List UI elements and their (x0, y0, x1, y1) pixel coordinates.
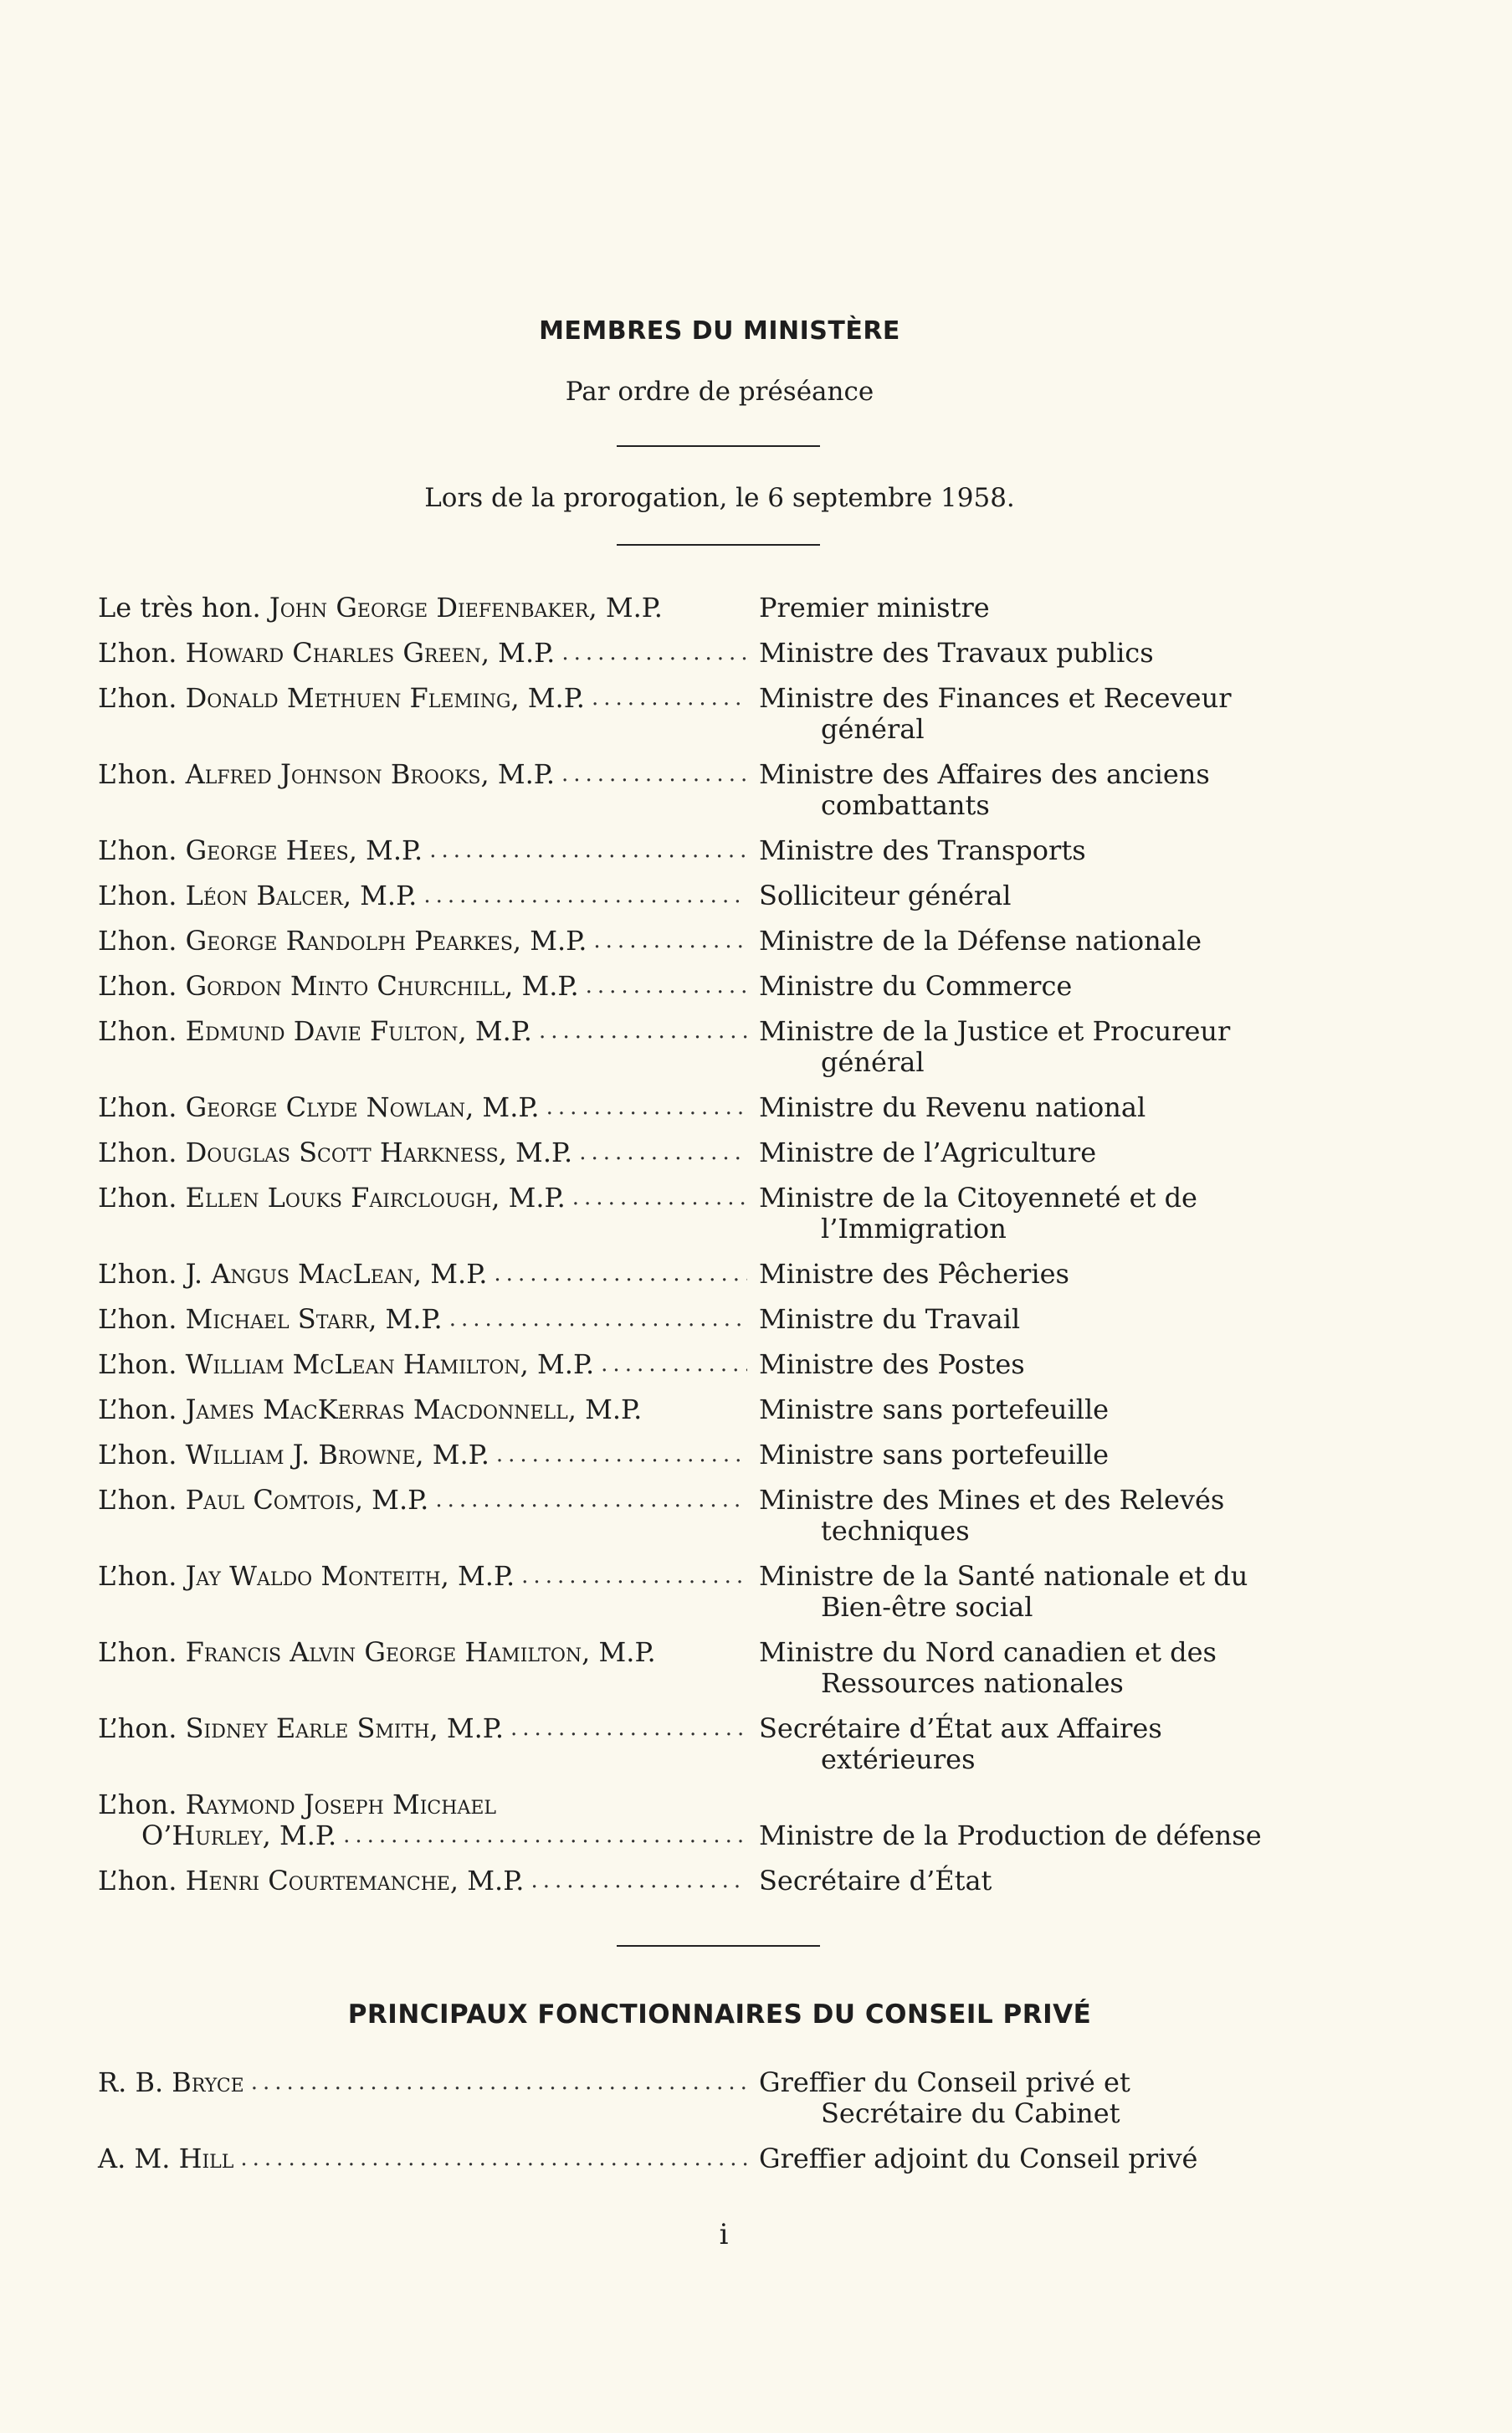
officer-role-continued: Secrétaire du Cabinet (821, 2097, 1120, 2129)
member-title: L’hon. (98, 1348, 186, 1380)
member-row (98, 1789, 1353, 1820)
member-name-text: Raymond Joseph Michael (185, 1789, 497, 1820)
member-role-continued: général (821, 713, 925, 745)
member-name-text: Léon Balcer, M.P. (185, 880, 418, 911)
member-title-name (98, 1561, 515, 1592)
member-name (98, 1259, 759, 1290)
member-title: L’hon. (98, 637, 186, 669)
member-role-text: Ministre de l’Agriculture (759, 1137, 1097, 1168)
member-title: Le très hon. (98, 592, 269, 624)
member-name (98, 1137, 759, 1168)
member-title-name (98, 1440, 489, 1471)
leader-dots (530, 1866, 747, 1897)
member-row (98, 683, 1353, 745)
member-title-name (98, 835, 423, 866)
member-role (759, 1713, 1353, 1775)
member-role-text: Solliciteur général (759, 880, 1012, 911)
member-title: L’hon. (98, 970, 186, 1002)
member-row (98, 971, 1353, 1002)
member-title: L’hon. (98, 1789, 186, 1820)
member-role-text: Ministre des Postes (759, 1348, 1025, 1380)
member-title-name (98, 1394, 642, 1425)
member-title-name (98, 638, 555, 669)
member-row (98, 1259, 1353, 1290)
member-row (98, 926, 1353, 957)
member-name-text: Howard Charles Green, M.P. (185, 637, 556, 669)
divider (617, 1945, 820, 1947)
member-title: L’hon. (98, 1636, 186, 1668)
officer-role (759, 2143, 1353, 2174)
member-row (98, 1713, 1353, 1775)
member-name (98, 1485, 759, 1516)
member-name (98, 638, 759, 669)
member-title-name (98, 971, 579, 1002)
leader-dots (539, 1016, 747, 1047)
officer-role (759, 2067, 1353, 2129)
member-role-text: Ministre du Nord canadien et des (759, 1636, 1217, 1668)
member-title: L’hon. (98, 925, 186, 957)
member-role (759, 1137, 1353, 1168)
member-title-name (98, 1485, 428, 1516)
member-role (759, 683, 1353, 745)
member-title: L’hon. (98, 1865, 186, 1897)
member-role-text: Ministre du Travail (759, 1303, 1021, 1335)
member-name (98, 1183, 759, 1214)
member-name (98, 926, 759, 957)
member-title-name (98, 1259, 487, 1290)
member-role (759, 1561, 1353, 1623)
member-role (759, 1637, 1353, 1699)
leader-dots (251, 2067, 747, 2098)
leader-dots (572, 1183, 747, 1214)
member-name-text: Francis Alvin George Hamilton, M.P. (185, 1636, 656, 1668)
member-name (98, 759, 759, 790)
member-name-text: William J. Browne, M.P. (185, 1439, 489, 1471)
leader-dots (423, 880, 747, 911)
member-role-continued: Bien-être social (821, 1591, 1033, 1623)
officer-name-text: A. M. Hill (98, 2143, 234, 2174)
member-row (98, 1637, 1353, 1699)
member-role (759, 971, 1353, 1002)
member-name-text: Edmund Davie Fulton, M.P. (185, 1015, 532, 1047)
officer-name-text: R. B. Bryce (98, 2066, 244, 2098)
member-role-text: Ministre des Mines et des Relevés (759, 1484, 1225, 1516)
member-title-name (98, 1349, 594, 1380)
member-role-text: Ministre sans portefeuille (759, 1394, 1110, 1425)
member-name-text: Gordon Minto Churchill, M.P. (185, 970, 579, 1002)
leader-dots (546, 1092, 747, 1123)
member-title: L’hon. (98, 1258, 186, 1290)
member-row (98, 1866, 1353, 1897)
member-name-text: J. Angus MacLean, M.P. (185, 1258, 488, 1290)
member-name (98, 1016, 759, 1047)
member-role (759, 1259, 1353, 1290)
leader-dots (510, 1713, 747, 1744)
member-name-text: John George Diefenbaker, M.P. (269, 592, 663, 624)
member-name-text: Douglas Scott Harkness, M.P. (185, 1137, 573, 1168)
member-name-text: Donald Methuen Fleming, M.P. (185, 682, 585, 714)
member-name (98, 1866, 759, 1897)
member-name-text: Ellen Louks Fairclough, M.P. (185, 1182, 566, 1214)
member-title-name (98, 683, 585, 714)
leader-dots (449, 1304, 747, 1335)
member-role (759, 1349, 1353, 1380)
leader-dots (343, 1820, 747, 1851)
member-title-name (98, 1137, 572, 1168)
member-role-text: Ministre de la Citoyenneté et de (759, 1182, 1197, 1214)
member-row (98, 880, 1353, 911)
member-role (759, 1304, 1353, 1335)
member-title: L’hon. (98, 1560, 186, 1592)
member-row (98, 1394, 1353, 1425)
member-title-name (98, 1713, 504, 1744)
member-title-name (98, 880, 417, 911)
date-line: Lors de la prorogation, le 6 septembre 1958. (424, 483, 1015, 513)
member-role (759, 880, 1353, 911)
member-row (98, 759, 1353, 821)
member-row (98, 1137, 1353, 1168)
leader-dots (593, 926, 747, 957)
member-role (759, 1440, 1353, 1471)
member-role-text: Ministre sans portefeuille (759, 1439, 1110, 1471)
member-role (759, 1485, 1353, 1547)
member-role (759, 638, 1353, 669)
page-number: i (719, 2218, 729, 2251)
leader-dots (561, 759, 747, 790)
member-name (98, 1713, 759, 1744)
member-title-name (98, 1304, 443, 1335)
member-role-text: Ministre de la Santé nationale et du (759, 1560, 1248, 1592)
member-role (759, 1866, 1353, 1897)
member-role (759, 1016, 1353, 1078)
member-title-name (98, 593, 663, 624)
member-row (98, 1016, 1353, 1078)
officer-row (98, 2143, 1353, 2174)
divider (617, 544, 820, 546)
member-title: L’hon. (98, 1015, 186, 1047)
divider (617, 445, 820, 447)
leader-dots (521, 1561, 747, 1592)
member-title-name (98, 926, 587, 957)
member-role (759, 835, 1353, 866)
member-name (98, 683, 759, 714)
leader-dots (561, 638, 747, 669)
officer-role-text: Greffier du Conseil privé et (759, 2066, 1130, 2098)
member-role-text: Ministre des Affaires des anciens (759, 758, 1210, 790)
member-row (98, 835, 1353, 866)
member-title-name (98, 1183, 566, 1214)
member-row (98, 1485, 1353, 1547)
member-name (98, 880, 759, 911)
subtitle: Par ordre de préséance (565, 377, 874, 407)
member-row (98, 1440, 1353, 1471)
member-name (98, 1637, 759, 1668)
member-name-text: George Randolph Pearkes, M.P. (185, 925, 587, 957)
member-role-text: Secrétaire d’État (759, 1865, 992, 1897)
member-row (98, 638, 1353, 669)
member-role-text: Ministre des Pêcheries (759, 1258, 1069, 1290)
member-title-name (98, 1789, 496, 1820)
member-row (98, 1304, 1353, 1335)
member-role (759, 1394, 1353, 1425)
leader-dots (494, 1259, 747, 1290)
member-title-name (98, 1866, 524, 1897)
member-name-text: George Clyde Nowlan, M.P. (185, 1091, 540, 1123)
member-name (98, 835, 759, 866)
member-name-text: Sidney Earle Smith, M.P. (185, 1712, 504, 1744)
member-name (98, 1304, 759, 1335)
member-name-text: George Hees, M.P. (185, 834, 423, 866)
leader-dots (429, 835, 747, 866)
member-name (98, 593, 759, 624)
member-role-continued: Ressources nationales (821, 1667, 1124, 1699)
member-name-text: Alfred Johnson Brooks, M.P. (185, 758, 555, 790)
officer-name (98, 2067, 759, 2098)
member-role-text: Ministre du Commerce (759, 970, 1073, 1002)
officer-role-text: Greffier adjoint du Conseil privé (759, 2143, 1198, 2174)
member-role-continued: l’Immigration (821, 1213, 1007, 1245)
member-title: L’hon. (98, 1394, 186, 1425)
member-name (98, 971, 759, 1002)
member-name-text: Paul Comtois, M.P. (185, 1484, 429, 1516)
member-role-text: Ministre des Transports (759, 834, 1086, 866)
member-row (98, 1092, 1353, 1123)
member-role (759, 1183, 1353, 1245)
officer-name (98, 2143, 759, 2174)
member-title: L’hon. (98, 758, 186, 790)
member-name (98, 1820, 759, 1851)
officers-heading: PRINCIPAUX FONCTIONNAIRES DU CONSEIL PRIVÉ (347, 1999, 1092, 2030)
member-row (98, 593, 1353, 624)
member-title: L’hon. (98, 1182, 186, 1214)
leader-dots (579, 1137, 747, 1168)
member-title-name (98, 1016, 532, 1047)
member-title: L’hon. (98, 1137, 186, 1168)
member-name (98, 1394, 759, 1425)
page-title: MEMBRES DU MINISTÈRE (539, 316, 900, 346)
member-title: L’hon. (98, 880, 186, 911)
member-name (98, 1349, 759, 1380)
member-role-continued: général (821, 1046, 925, 1078)
member-role-text: Ministre des Travaux publics (759, 637, 1154, 669)
member-name-text: William McLean Hamilton, M.P. (185, 1348, 595, 1380)
member-name (98, 1440, 759, 1471)
member-name (98, 1561, 759, 1592)
member-name (98, 1092, 759, 1123)
member-role-continued: techniques (821, 1515, 970, 1547)
leader-dots (496, 1440, 747, 1471)
member-row (98, 1561, 1353, 1623)
member-role-text: Ministre de la Défense nationale (759, 925, 1202, 957)
leader-dots (240, 2143, 747, 2174)
member-role (759, 593, 1353, 624)
member-role-text: Premier ministre (759, 592, 990, 624)
member-name-text: James MacKerras Macdonnell, M.P. (185, 1394, 643, 1425)
member-role-text: Ministre de la Justice et Procureur (759, 1015, 1231, 1047)
member-title-name (98, 759, 555, 790)
member-role-text: Ministre du Revenu national (759, 1091, 1146, 1123)
leader-dots (592, 683, 747, 714)
member-name-text: Henri Courtemanche, M.P. (185, 1865, 525, 1897)
member-title-name (98, 1637, 656, 1668)
member-title: L’hon. (98, 1303, 186, 1335)
member-role-continued: extérieures (821, 1743, 976, 1775)
member-title: L’hon. (98, 1484, 186, 1516)
members-list (98, 593, 1353, 1911)
member-role-text: Secrétaire d’État aux Affaires (759, 1712, 1162, 1744)
member-title: L’hon. (98, 1712, 186, 1744)
member-row (98, 1820, 1353, 1851)
leader-dots (586, 971, 747, 1002)
member-name-text: Jay Waldo Monteith, M.P. (185, 1560, 515, 1592)
member-role (759, 1092, 1353, 1123)
leader-dots (435, 1485, 747, 1516)
member-role-text: Ministre des Finances et Receveur (759, 682, 1232, 714)
member-row (98, 1183, 1353, 1245)
officer-row (98, 2067, 1353, 2129)
officers-list (98, 2067, 1353, 2189)
member-title: L’hon. (98, 1091, 186, 1123)
member-role-continued: combattants (821, 789, 990, 821)
member-name-text: O’Hurley, M.P. (141, 1820, 337, 1851)
member-name-text: Michael Starr, M.P. (185, 1303, 443, 1335)
member-role (759, 759, 1353, 821)
member-title: L’hon. (98, 834, 186, 866)
member-title-name (98, 1092, 540, 1123)
member-role (759, 926, 1353, 957)
member-name (98, 1789, 759, 1820)
member-title: L’hon. (98, 1439, 186, 1471)
member-row (98, 1349, 1353, 1380)
leader-dots (601, 1349, 747, 1380)
member-role: Ministre de la Production de défense (759, 1820, 1262, 1851)
member-title: L’hon. (98, 682, 186, 714)
